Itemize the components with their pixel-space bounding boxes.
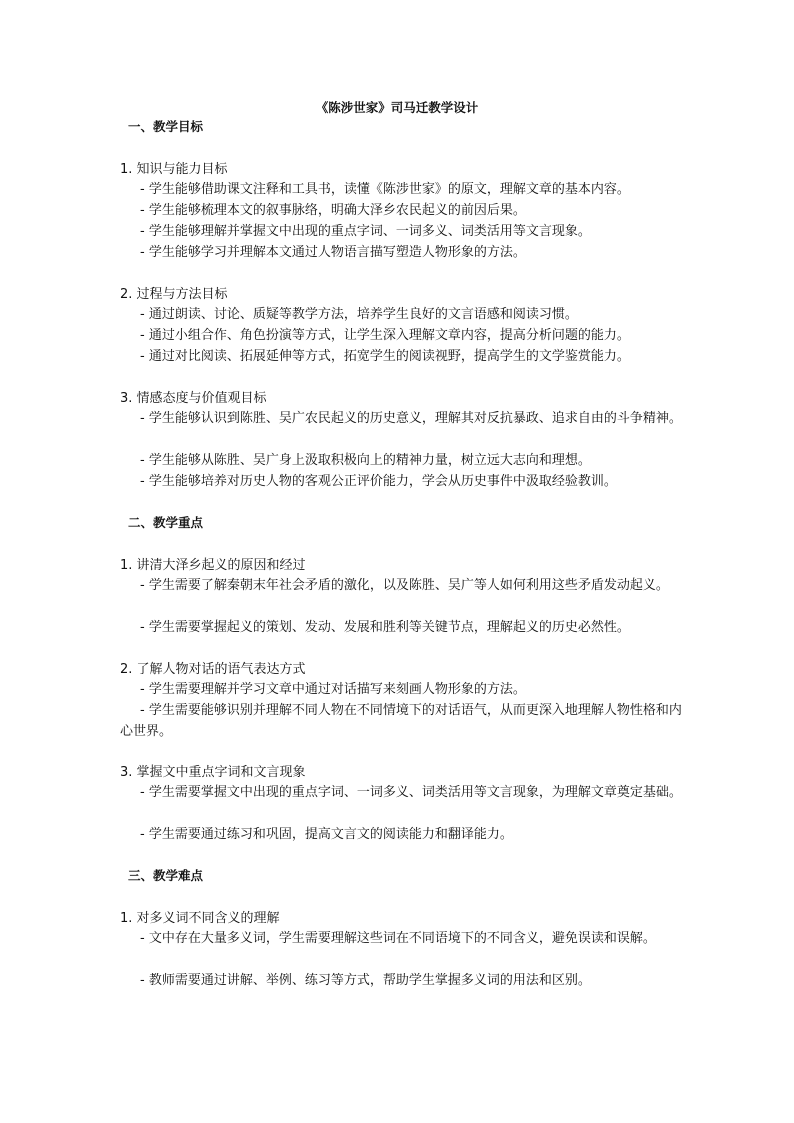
list-item: - 通过小组合作、角色扮演等方式，让学生深入理解文章内容，提高分析问题的能力。 bbox=[140, 328, 630, 343]
list-item: - 学生能够借助课文注释和工具书，读懂《陈涉世家》的原文，理解文章的基本内容。 bbox=[140, 182, 630, 197]
list-item: - 学生能够培养对历史人物的客观公正评价能力，学会从历史事件中汲取经验教训。 bbox=[140, 474, 617, 489]
list-item: - 学生能够学习并理解本文通过人物语言描写塑造人物形象的方法。 bbox=[140, 245, 526, 260]
list-item: - 学生需要理解并学习文章中通过对话描写来刻画人物形象的方法。 bbox=[140, 682, 526, 697]
list-item: - 通过朗读、讨论、质疑等教学方法，培养学生良好的文言语感和阅读习惯。 bbox=[140, 307, 578, 322]
subheading-emotion-values: 3. 情感态度与价值观目标 bbox=[120, 391, 267, 406]
list-item: - 学生需要掌握起义的策划、发动、发展和胜利等关键节点，理解起义的历史必然性。 bbox=[140, 620, 630, 635]
list-item: - 学生需要掌握文中出现的重点字词、一词多义、词类活用等文言现象，为理解文章奠定基础。 bbox=[140, 785, 682, 800]
list-item: - 教师需要通过讲解、举例、练习等方式，帮助学生掌握多义词的用法和区别。 bbox=[140, 973, 591, 988]
subheading-polysemy: 1. 对多义词不同含义的理解 bbox=[120, 911, 280, 926]
list-item: - 学生能够认识到陈胜、吴广农民起义的历史意义，理解其对反抗暴政、追求自由的斗争精神。 bbox=[140, 411, 682, 426]
section-heading-difficulties: 三、教学难点 bbox=[128, 868, 204, 883]
list-item: - 通过对比阅读、拓展延伸等方式，拓宽学生的阅读视野，提高学生的文学鉴赏能力。 bbox=[140, 349, 630, 364]
subheading-uprising-causes: 1. 讲清大泽乡起义的原因和经过 bbox=[120, 558, 306, 573]
list-item: - 学生能够理解并掌握文中出现的重点字词、一词多义、词类活用等文言现象。 bbox=[140, 224, 591, 239]
subheading-key-words: 3. 掌握文中重点字词和文言现象 bbox=[120, 765, 306, 780]
list-item: - 学生需要通过练习和巩固，提高文言文的阅读能力和翻译能力。 bbox=[140, 827, 513, 842]
section-heading-objectives: 一、教学目标 bbox=[128, 119, 204, 134]
list-item: - 文中存在大量多义词，学生需要理解这些词在不同语境下的不同含义，避免误读和误解。 bbox=[140, 931, 656, 946]
list-item: - 学生能够梳理本文的叙事脉络，明确大泽乡农民起义的前因后果。 bbox=[140, 203, 526, 218]
subheading-knowledge-ability: 1. 知识与能力目标 bbox=[120, 162, 228, 177]
subheading-process-method: 2. 过程与方法目标 bbox=[120, 287, 228, 302]
section-heading-key-points: 二、教学重点 bbox=[128, 515, 204, 530]
list-item: - 学生能够从陈胜、吴广身上汲取积极向上的精神力量，树立远大志向和理想。 bbox=[140, 453, 591, 468]
list-item: - 学生需要了解秦朝末年社会矛盾的激化，以及陈胜、吴广等人如何利用这些矛盾发动起义。 bbox=[140, 578, 669, 593]
subheading-dialogue-tone: 2. 了解人物对话的语气表达方式 bbox=[120, 662, 306, 677]
list-item: - 学生需要能够识别并理解不同人物在不同情境下的对话语气，从而更深入地理解人物性格和内心世界。 bbox=[120, 703, 682, 739]
document-title: 《陈涉世家》司马迁教学设计 bbox=[315, 100, 479, 115]
